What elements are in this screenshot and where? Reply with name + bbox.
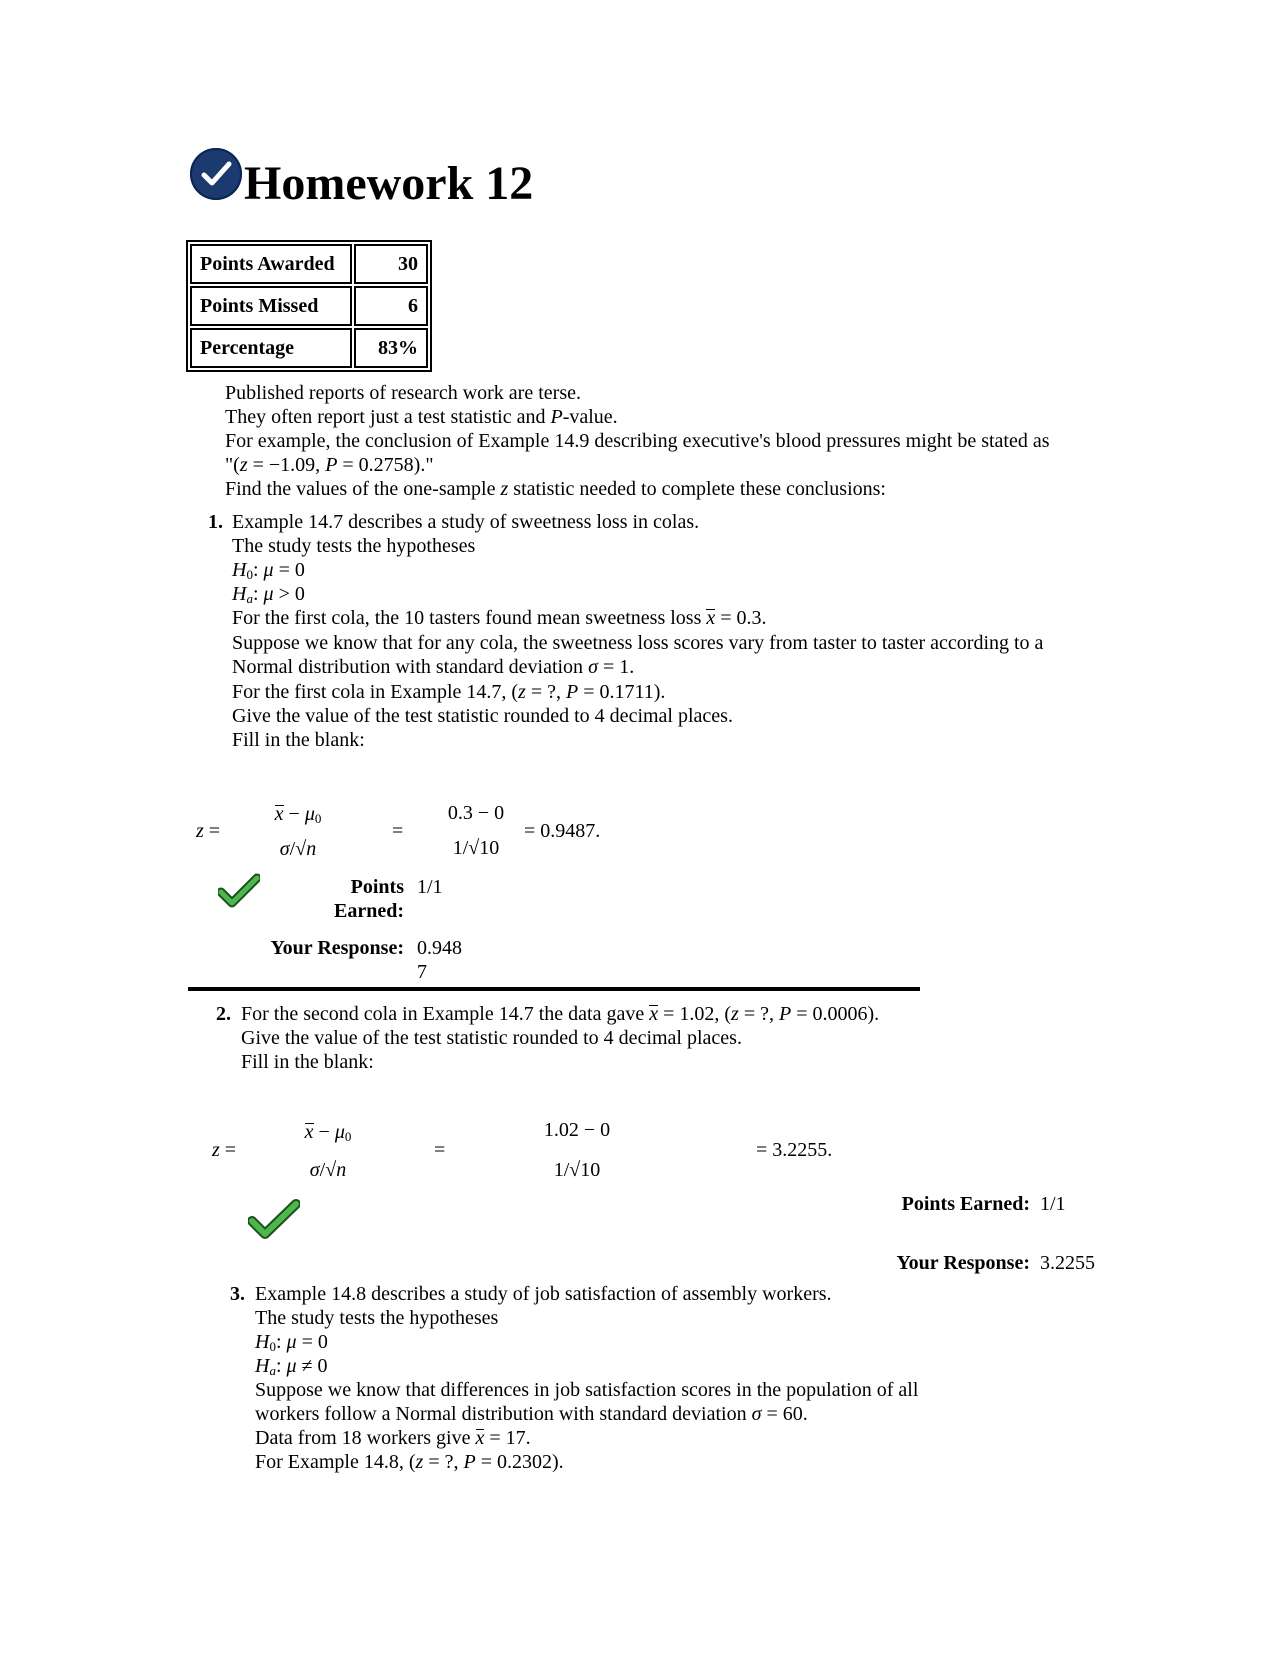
formula-denominator-value: 1/√10	[553, 1159, 601, 1181]
points-earned-label: Points Earned:	[901, 1193, 1030, 1215]
question-number: 1.	[208, 511, 223, 533]
question-text: Suppose we know that for any cola, the sweetness loss scores vary from taster to taster according to a	[232, 632, 1044, 654]
null-hypothesis: $H_0$: μ = 0	[232, 559, 305, 582]
formula-numerator-value: 1.02 − 0	[543, 1119, 611, 1141]
intro-line: For example, the conclusion of Example 14.9 describing executive's blood pressures might be stated as	[225, 430, 1050, 452]
z-equals-label: z =	[196, 820, 221, 842]
points-awarded-value: 30	[354, 244, 428, 284]
your-response-label: Your Response:	[270, 937, 404, 959]
question-text: For Example 14.8, (z = ?, P = 0.2302).	[255, 1451, 564, 1473]
question-text: Fill in the blank:	[232, 729, 365, 751]
question-number: 2.	[216, 1003, 231, 1025]
question-text: Fill in the blank:	[241, 1051, 374, 1073]
correct-check-icon	[248, 1196, 300, 1240]
intro-line: Find the values of the one-sample z statistic needed to complete these conclusions:	[225, 478, 886, 500]
your-response-value: 3.2255	[1040, 1252, 1095, 1274]
formula-numerator: $x - \mu_0$	[304, 1121, 352, 1144]
formula-equals: =	[392, 820, 404, 842]
question-text: The study tests the hypotheses	[255, 1307, 499, 1329]
correct-check-icon	[218, 872, 260, 908]
points-earned-value: 1/1	[417, 876, 443, 898]
points-missed-label: Points Missed	[190, 286, 352, 326]
table-row	[190, 244, 428, 284]
formula-result: = 3.2255.	[756, 1139, 833, 1161]
checkmark-badge-icon	[190, 148, 242, 200]
alternative-hypothesis: $H_a$: μ ≠ 0	[255, 1355, 328, 1378]
question-text: Give the value of the test statistic rounded to 4 decimal places.	[232, 705, 733, 727]
formula-denominator: σ/√n	[309, 1159, 347, 1181]
z-equals-label: z =	[212, 1139, 237, 1161]
intro-line: They often report just a test statistic and P-value.	[225, 406, 618, 428]
question-text: For the second cola in Example 14.7 the data gave x = 1.02, (z = ?, P = 0.0006).	[241, 1003, 880, 1025]
question-text: For the first cola in Example 14.7, (z = ?, P = 0.1711).	[232, 681, 666, 703]
formula-numerator-value: 0.3 − 0	[447, 802, 505, 824]
percentage-value: 83%	[354, 328, 428, 368]
points-missed-value: 6	[354, 286, 428, 326]
question-text: Data from 18 workers give x = 17.	[255, 1427, 531, 1449]
question-text: Give the value of the test statistic rounded to 4 decimal places.	[241, 1027, 742, 1049]
page-title: Homework 12	[244, 157, 534, 210]
formula-denominator-value: 1/√10	[452, 837, 500, 859]
formula-denominator: σ/√n	[279, 838, 317, 860]
score-table	[186, 240, 432, 372]
question-text: workers follow a Normal distribution with standard deviation σ = 60.	[255, 1403, 808, 1425]
question-text: Normal distribution with standard deviation σ = 1.	[232, 656, 635, 678]
question-text: Example 14.8 describes a study of job satisfaction of assembly workers.	[255, 1283, 832, 1305]
formula-equals: =	[434, 1139, 446, 1161]
question-text: Suppose we know that differences in job satisfaction scores in the population of all	[255, 1379, 919, 1401]
points-awarded-label: Points Awarded	[190, 244, 352, 284]
question-text: The study tests the hypotheses	[232, 535, 476, 557]
table-row	[190, 328, 428, 368]
divider	[188, 987, 920, 991]
your-response-value: 0.948	[417, 937, 462, 959]
points-earned-label: Points	[350, 876, 404, 898]
alternative-hypothesis: $H_a$: μ > 0	[232, 583, 305, 606]
question-number: 3.	[230, 1283, 245, 1305]
your-response-label: Your Response:	[896, 1252, 1030, 1274]
points-earned-value: 1/1	[1040, 1193, 1066, 1215]
your-response-value: 7	[417, 961, 427, 983]
intro-line: Published reports of research work are terse.	[225, 382, 581, 404]
formula-result: = 0.9487.	[524, 820, 601, 842]
question-text: Example 14.7 describes a study of sweetness loss in colas.	[232, 511, 700, 533]
formula-numerator: $x - \mu_0$	[274, 803, 322, 826]
percentage-label: Percentage	[190, 328, 352, 368]
null-hypothesis: $H_0$: μ = 0	[255, 1331, 328, 1354]
points-earned-label: Earned:	[334, 900, 404, 922]
table-row	[190, 286, 428, 326]
question-text: For the first cola, the 10 tasters found mean sweetness loss x = 0.3.	[232, 607, 767, 629]
intro-line: "(z = −1.09, P = 0.2758)."	[225, 454, 434, 476]
